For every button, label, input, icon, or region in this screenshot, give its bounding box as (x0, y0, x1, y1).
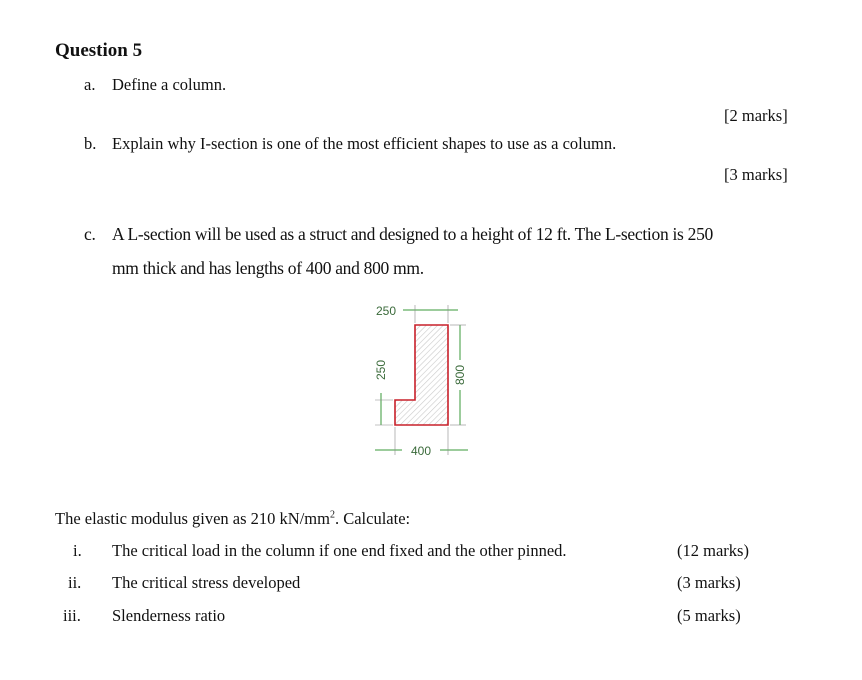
part-c-label: c. (84, 224, 96, 244)
question-title: Question 5 (55, 40, 143, 61)
subpart-ii-label: ii. (68, 573, 82, 592)
subpart-iii-label: iii. (63, 606, 81, 625)
l-section-outline (395, 325, 448, 425)
dim-right-label: 800 (453, 364, 467, 386)
part-a-text: Define a column. (112, 75, 227, 94)
part-c-line2: mm thick and has lengths of 400 and 800 mm. (112, 258, 424, 278)
l-section-figure (360, 295, 480, 470)
subpart-ii-text: The critical stress developed (112, 573, 301, 592)
elastic-sup: 2 (329, 509, 335, 521)
part-b-label: b. (84, 134, 97, 153)
subpart-iii-marks: (5 marks) (677, 606, 741, 625)
part-a-label: a. (84, 75, 96, 94)
subpart-i-label: i. (73, 541, 82, 560)
part-b-marks: [3 marks] (724, 165, 788, 184)
subpart-i-marks: (12 marks) (677, 541, 749, 560)
elastic-suffix: . Calculate: (334, 509, 411, 528)
elastic-prefix: The elastic modulus given as 210 kN/mm (55, 509, 330, 528)
subpart-ii-marks: (3 marks) (677, 573, 741, 592)
dim-top-label: 250 (375, 304, 397, 318)
dim-left-label: 250 (374, 359, 388, 381)
subpart-iii-text: Slenderness ratio (112, 606, 226, 625)
part-a-marks: [2 marks] (724, 106, 788, 125)
dim-bottom-label: 400 (410, 444, 432, 458)
part-b-text: Explain why I-section is one of the most efficient shapes to use as a column. (112, 134, 617, 153)
subpart-i-text: The critical load in the column if one end fixed and the other pinned. (112, 541, 567, 560)
elastic-modulus-line (55, 509, 410, 529)
part-c-line1: A L-section will be used as a struct and designed to a height of 12 ft. The L-section is 250 (112, 224, 713, 244)
